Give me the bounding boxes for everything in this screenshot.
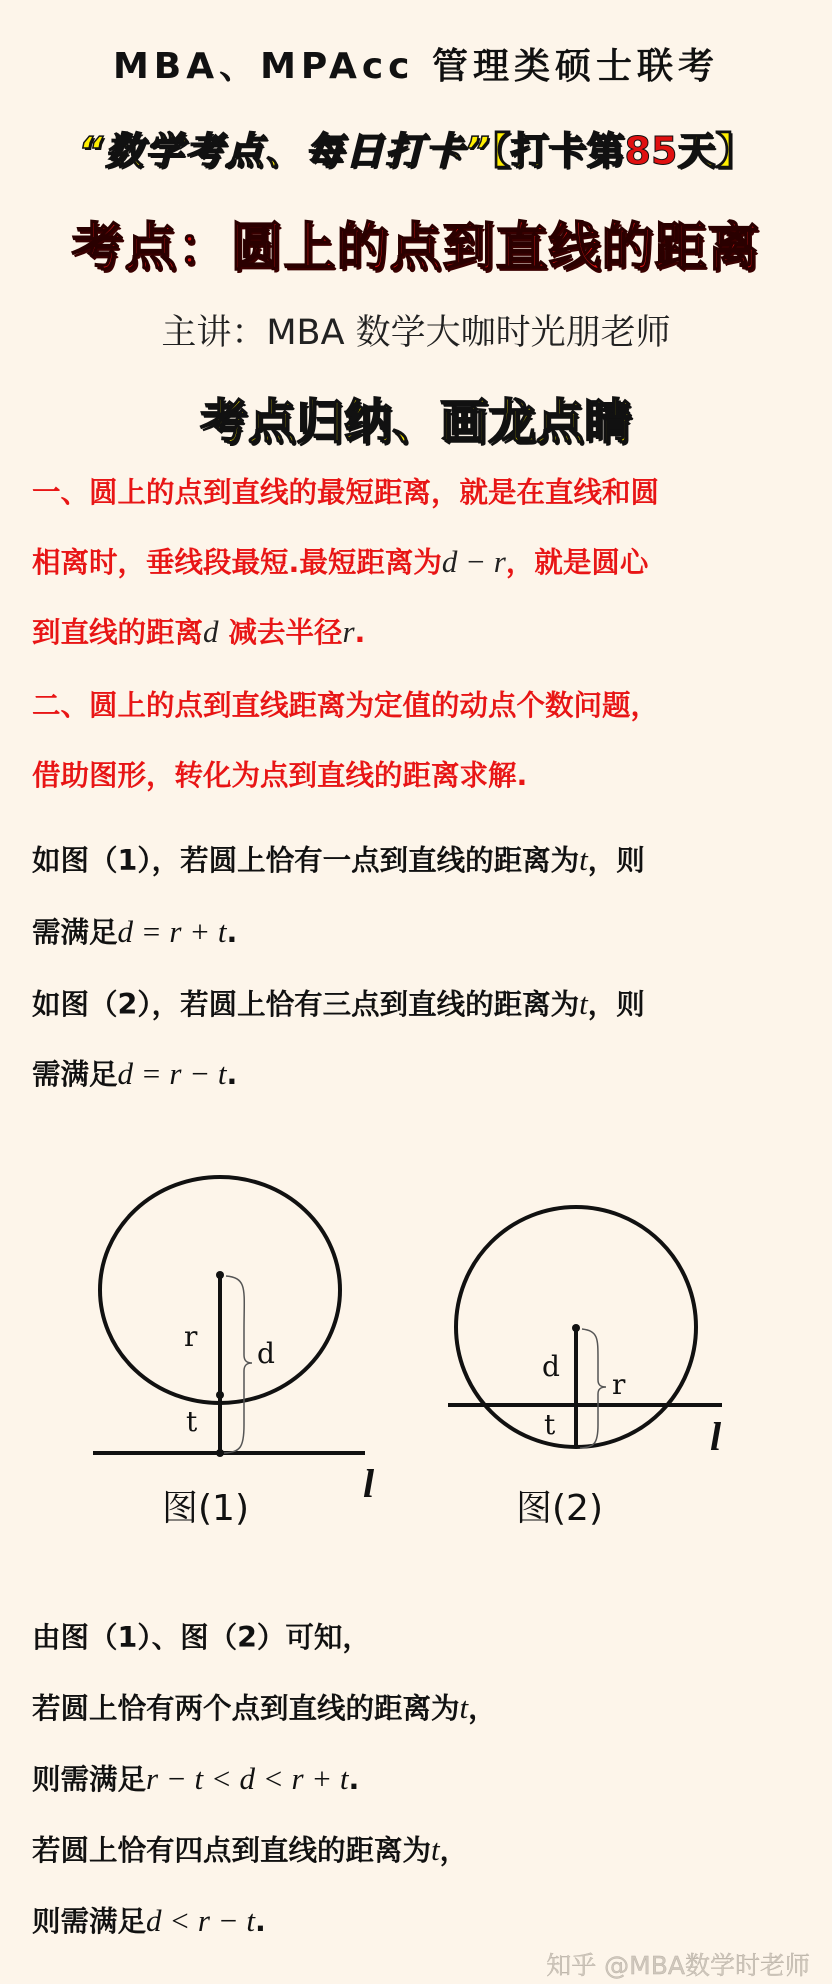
summary-heading: 考点归纳、画龙点睛	[199, 394, 632, 450]
fig2-label-line: l	[710, 1414, 722, 1459]
text: 如图（1），若圆上恰有一点到直线的距离为	[32, 844, 580, 877]
text: .	[354, 616, 366, 649]
formula-t: t	[431, 1832, 440, 1867]
text: 减去半径	[228, 616, 343, 649]
figure-2	[448, 1207, 722, 1448]
conclusion-line-5	[32, 1899, 812, 1940]
formula-two-points: r − t < d < r + t	[146, 1761, 349, 1796]
text: 如图（2），若圆上恰有三点到直线的距离为	[32, 988, 580, 1021]
formula-d-eq-r-minus-t: d = r − t	[117, 1056, 227, 1091]
fig1-caption: 图(1)	[162, 1488, 249, 1529]
text: 则需满足	[32, 1763, 147, 1796]
conclusion-line-3	[32, 1757, 812, 1798]
text: 相离时，垂线段最短.最短距离为	[32, 546, 442, 579]
conclusion-line-4	[32, 1828, 812, 1869]
fig1-label-r: r	[184, 1320, 198, 1353]
center-point-1	[216, 1271, 224, 1279]
fig2-label-d: d	[542, 1350, 560, 1383]
text: 需满足	[32, 1058, 118, 1091]
formula-d-minus-r: d − r	[441, 544, 506, 579]
point-2-line-2: 借助图形，转化为点到直线的距离求解.	[32, 759, 528, 792]
text: .	[226, 916, 238, 949]
formula-t: t	[579, 986, 588, 1021]
center-point-2	[572, 1324, 580, 1332]
lecturer-credit: 主讲：MBA 数学大咖时光朋老师	[161, 313, 671, 353]
formula-four-points: d < r − t	[146, 1903, 256, 1938]
point-1-line-1: 一、圆上的点到直线的最短距离，就是在直线和圆	[32, 476, 660, 509]
fig2-caption: 图(2)	[516, 1488, 603, 1529]
header-exam-name: MBA、MPAcc 管理类硕士联考	[112, 46, 720, 87]
text: 到直线的距离	[32, 616, 204, 649]
quote-close: ”	[465, 129, 492, 173]
checkin-day-number: 85	[624, 129, 678, 173]
conclusion-line-1: 由图（1）、图（2）可知，	[32, 1621, 371, 1654]
text: ，就是圆心	[505, 546, 649, 579]
formula-d-eq-r-plus-t: d = r + t	[117, 914, 227, 949]
figure-1	[93, 1177, 365, 1457]
text: 则需满足	[32, 1905, 147, 1938]
formula-r: r	[342, 614, 355, 649]
zhihu-watermark: 知乎 @MBA数学时老师	[546, 1951, 810, 1980]
text: .	[348, 1763, 360, 1796]
fig1-label-d: d	[257, 1337, 275, 1370]
formula-d: d	[203, 614, 219, 649]
checkin-prefix: 【打卡第	[491, 129, 625, 173]
brace-r-2	[580, 1329, 606, 1448]
fig2-label-t: t	[544, 1408, 556, 1441]
text: 需满足	[32, 916, 118, 949]
text: ，则	[587, 988, 645, 1021]
conclusion-line-2	[32, 1686, 812, 1727]
brace-d-1	[224, 1276, 252, 1453]
text: ，则	[587, 844, 645, 877]
text: ，	[468, 1692, 497, 1725]
formula-t: t	[579, 842, 588, 877]
formula-t: t	[459, 1690, 469, 1725]
nearest-point-1	[216, 1391, 224, 1399]
point-2-line-1: 二、圆上的点到直线距离为定值的动点个数问题，	[32, 689, 660, 722]
text: .	[226, 1058, 238, 1091]
text: .	[255, 1905, 266, 1938]
fig1-label-t: t	[186, 1405, 198, 1438]
checkin-suffix: 天】	[677, 129, 754, 173]
text: 若圆上恰有四点到直线的距离为	[32, 1834, 432, 1867]
quote-open: “	[78, 129, 106, 173]
text: 若圆上恰有两个点到直线的距离为	[32, 1692, 460, 1725]
slogan-text: 数学考点、每日打卡	[105, 129, 466, 173]
text: ，	[439, 1834, 469, 1867]
page-title: 考点：圆上的点到直线的距离	[71, 218, 761, 278]
fig2-label-r: r	[612, 1368, 626, 1401]
fig1-label-line: l	[363, 1461, 375, 1506]
